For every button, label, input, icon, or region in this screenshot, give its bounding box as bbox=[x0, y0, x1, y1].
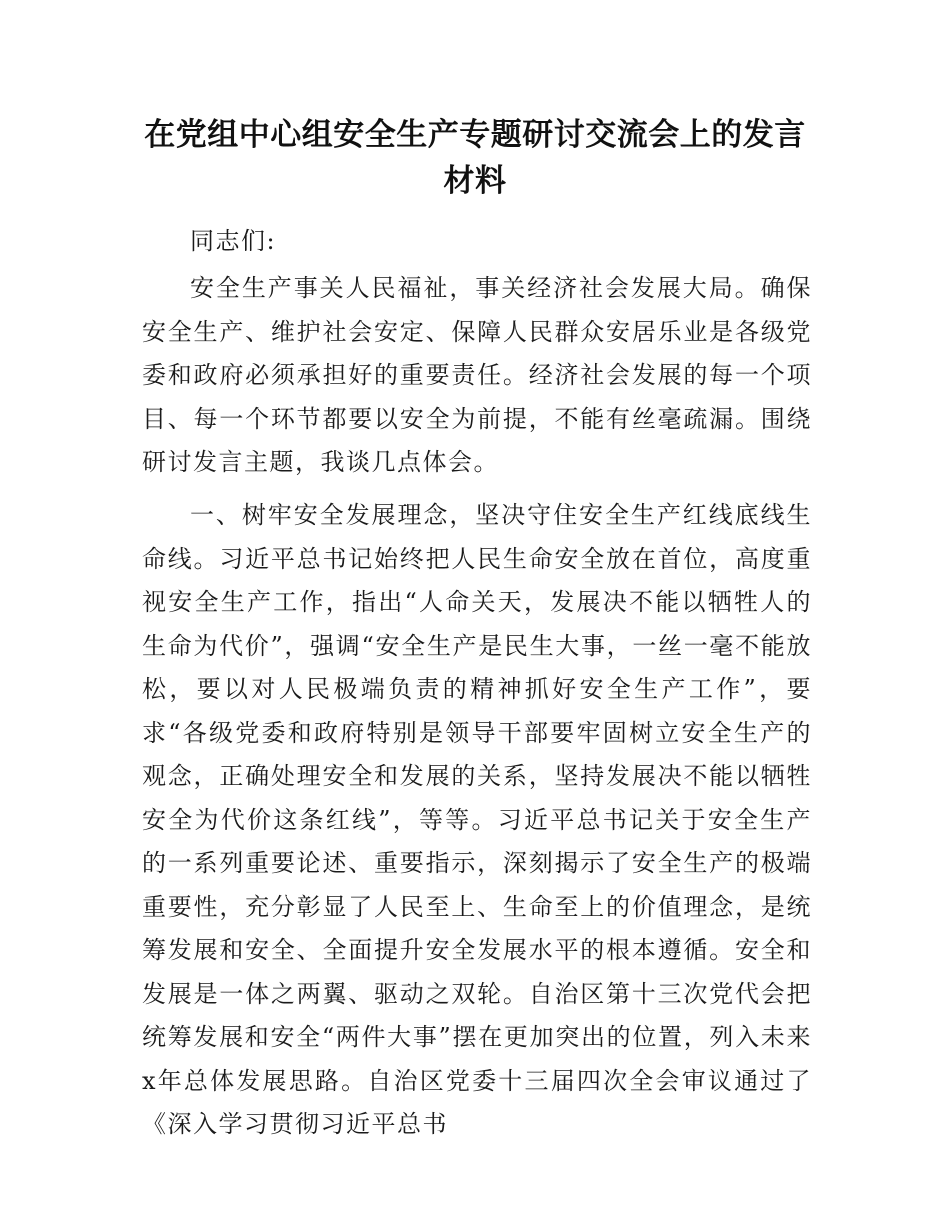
document-title: 在党组中心组安全生产专题研讨交流会上的发言材料 bbox=[144, 117, 806, 199]
salutation: 同志们: bbox=[190, 227, 277, 255]
paragraph-intro: 安全生产事关人民福祉，事关经济社会发展大局。确保安全生产、维护社会安定、保障人民群众安居乐业是各级党委和政府必须承担好的重要责任。经济社会发展的每一个项目、每一个环节都要以安全为前提，不能有丝毫疏漏。围绕研讨发言主题，我谈几点体会。 bbox=[142, 274, 812, 476]
paragraph-section-one: 一、树牢安全发展理念，坚决守住安全生产红线底线生命线。习近平总书记始终把人民生命安全放在首位，高度重视安全生产工作，指出“人命关天，发展决不能以牺牲人的生命为代价”，强调“安全生产是民生大事，一丝一毫不能放松，要以对人民极端负责的精神抓好安全生产工作”，要求“各级党委和政府特别是领导干部要牢固树立安全生产的观念，正确处理安全和发展的关系，坚持发展决不能以牺牲安全为代价这条红线”，等等。习近平总书记关于安全生产的一系列重要论述、重要指示，深刻揭示了安全生产的极端重要性，充分彰显了人民至上、生命至上的价值理念，是统筹发展和安全、全面提升安全发展水平的根本遵循。安全和发展是一体之两翼、驱动之双轮。自治区第十三次党代会把统筹发展和安全“两件大事”摆在更加突出的位置，列入未来x年总体发展思路。自治区党委十三届四次全会审议通过了《深入学习贯彻习近平总书 bbox=[142, 501, 812, 1138]
